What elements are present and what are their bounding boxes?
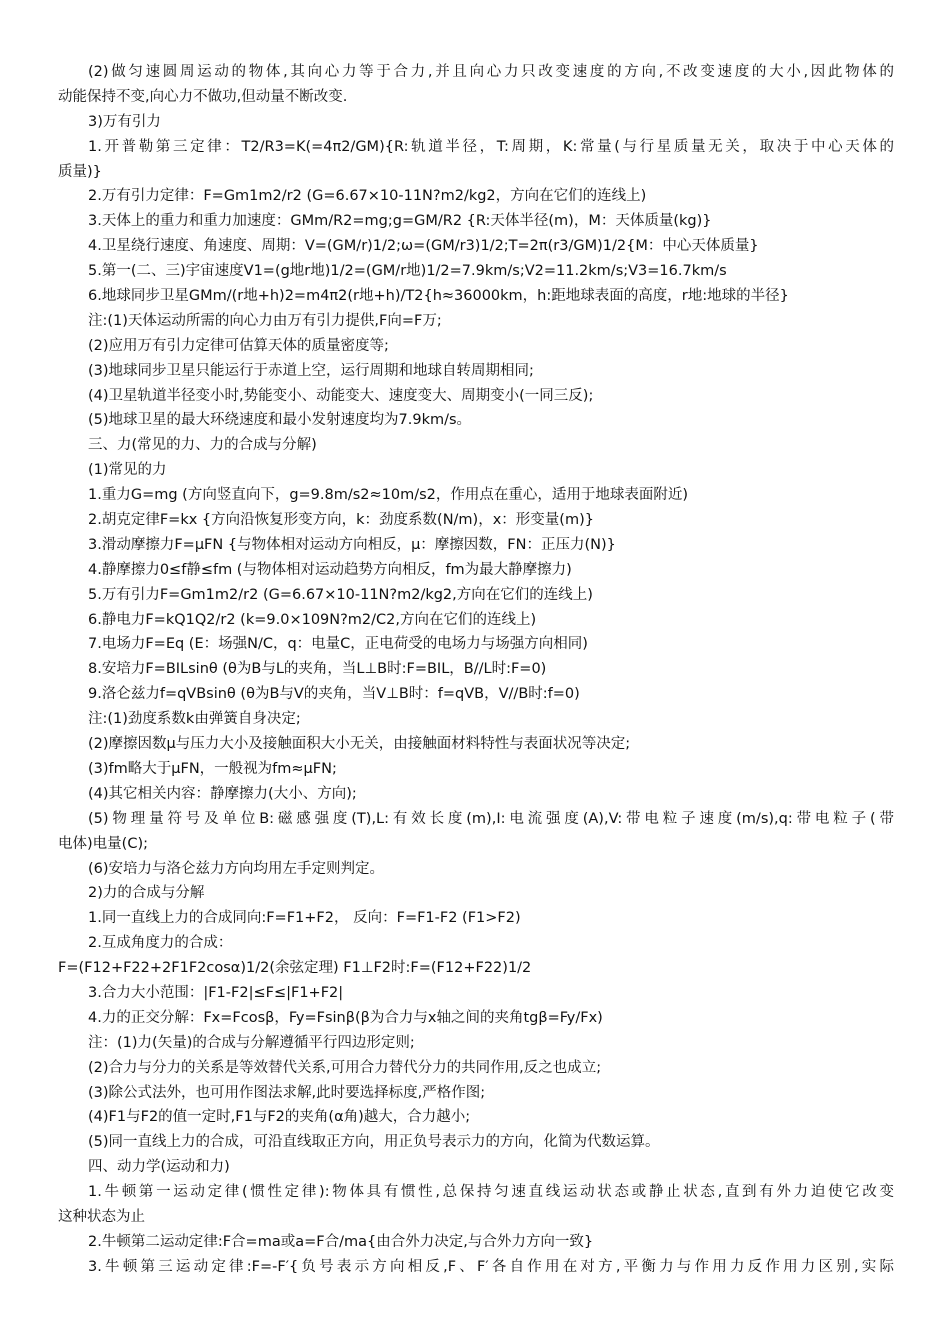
section-heading: (1)常见的力: [88, 462, 167, 479]
note-line: (5)地球卫星的最大环绕速度和最小发射速度均为7.9km/s。: [88, 412, 472, 429]
text-line: 这种状态为止: [58, 1208, 145, 1225]
note-line: (3)除公式法外，也可用作图法求解,此时要选择标度,严格作图;: [88, 1084, 486, 1101]
text-line: 2.牛顿第二运动定律:F合=ma或a=F合/ma{由合外力决定,与合外力方向一致}: [88, 1233, 594, 1250]
text-line: 1.牛顿第一运动定律(惯性定律):物体具有惯性,总保持匀速直线运动状态或静止状态,直到有外力迫使它改变: [88, 1184, 894, 1201]
text-line: 7.电场力F=Eq (E：场强N/C，q：电量C，正电荷受的电场力与场强方向相同): [88, 636, 588, 653]
text-line: 9.洛仑兹力f=qVBsinθ (θ为B与V的夹角，当V⊥B时：f=qVB，V//B时:f=0): [88, 686, 580, 703]
text-line: 质量)}: [58, 163, 102, 180]
note-line: (2)摩擦因数μ与压力大小及接触面积大小无关，由接触面材料特性与表面状况等决定;: [88, 736, 631, 753]
section-heading: 四、动力学(运动和力): [88, 1159, 230, 1176]
document-page: [58, 60, 894, 1280]
text-line: 3.天体上的重力和重力加速度：GMm/R2=mg;g=GM/R2 {R:天体半径(m)，M：天体质量(kg)}: [88, 213, 712, 230]
note-line: 电体)电量(C);: [58, 835, 148, 852]
section-heading: 三、力(常见的力、力的合成与分解): [88, 437, 317, 454]
text-line: 8.安培力F=BILsinθ (θ为B与L的夹角，当L⊥B时:F=BIL，B//L时:F=0): [88, 661, 547, 678]
note-line: (5)物理量符号及单位B:磁感强度(T),L:有效长度(m),I:电流强度(A),V:带电粒子速度(m/s),q:带电粒子(带: [88, 810, 894, 827]
section-heading: 2)力的合成与分解: [88, 885, 205, 902]
text-line: 动能保持不变,向心力不做功,但动量不断改变.: [58, 88, 348, 105]
note-line: 注:(1)天体运动所需的向心力由万有引力提供,F向=F万;: [88, 312, 442, 329]
text-line: 6.静电力F=kQ1Q2/r2 (k=9.0×109N?m2/C2,方向在它们的连线上): [88, 611, 537, 628]
note-line: (4)卫星轨道半径变小时,势能变小、动能变大、速度变大、周期变小(一同三反);: [88, 387, 594, 404]
note-line: (6)安培力与洛仑兹力方向均用左手定则判定。: [88, 860, 385, 877]
text-line: 4.力的正交分解：Fx=Fcosβ，Fy=Fsinβ(β为合力与x轴之间的夹角tgβ=Fy/Fx): [88, 1009, 603, 1026]
note-line: (4)F1与F2的值一定时,F1与F2的夹角(α角)越大，合力越小;: [88, 1109, 471, 1126]
formula-line: F=(F12+F22+2F1F2cosα)1/2(余弦定理) F1⊥F2时:F=(F12+F22)1/2: [58, 960, 532, 977]
text-line: 1.开普勒第三定律：T2/R3=K(=4π2/GM){R:轨道半径，T:周期，K:常量(与行星质量无关，取决于中心天体的: [88, 138, 894, 155]
text-line: 5.第一(二、三)宇宙速度V1=(g地r地)1/2=(GM/r地)1/2=7.9km/s;V2=11.2km/s;V3=16.7km/s: [88, 263, 727, 280]
text-line: 2.万有引力定律：F=Gm1m2/r2 (G=6.67×10-11N?m2/kg2，方向在它们的连线上): [88, 188, 647, 205]
text-line: 2.互成角度力的合成：: [88, 935, 233, 952]
text-line: 6.地球同步卫星GMm/(r地+h)2=m4π2(r地+h)/T2{h≈36000km，h:距地球表面的高度，r地:地球的半径}: [88, 288, 789, 305]
text-line: 3.合力大小范围：|F1-F2|≤F≤|F1+F2|: [88, 984, 344, 1001]
text-line: 4.卫星绕行速度、角速度、周期：V=(GM/r)1/2;ω=(GM/r3)1/2;T=2π(r3/GM)1/2{M：中心天体质量}: [88, 238, 759, 255]
note-line: (2)合力与分力的关系是等效替代关系,可用合力替代分力的共同作用,反之也成立;: [88, 1059, 602, 1076]
text-line: 5.万有引力F=Gm1m2/r2 (G=6.67×10-11N?m2/kg2,方向在它们的连线上): [88, 586, 593, 603]
note-line: (3)fm略大于μFN，一般视为fm≈μFN;: [88, 760, 337, 777]
text-line: 2.胡克定律F=kx {方向沿恢复形变方向，k：劲度系数(N/m)，x：形变量(m)}: [88, 512, 594, 529]
text-line: 1.重力G=mg (方向竖直向下，g=9.8m/s2≈10m/s2，作用点在重心，适用于地球表面附近): [88, 487, 689, 504]
note-line: (2)应用万有引力定律可估算天体的质量密度等;: [88, 337, 389, 354]
note-line: (4)其它相关内容：静摩擦力(大小、方向);: [88, 785, 357, 802]
text-line: (2)做匀速圆周运动的物体,其向心力等于合力,并且向心力只改变速度的方向,不改变速度的大小,因此物体的: [88, 64, 894, 80]
text-line: 1.同一直线上力的合成同向:F=F1+F2， 反向：F=F1-F2 (F1>F2): [88, 910, 521, 927]
text-line: 4.静摩擦力0≤f静≤fm (与物体相对运动趋势方向相反，fm为最大静摩擦力): [88, 561, 572, 578]
note-line: 注:(1)劲度系数k由弹簧自身决定;: [88, 711, 301, 728]
text-line: 3.滑动摩擦力F=μFN {与物体相对运动方向相反，μ：摩擦因数，FN：正压力(N)}: [88, 536, 616, 553]
note-line: (5)同一直线上力的合成，可沿直线取正方向，用正负号表示力的方向，化简为代数运算。: [88, 1134, 660, 1151]
note-line: 注：(1)力(矢量)的合成与分解遵循平行四边形定则;: [88, 1034, 415, 1051]
section-heading: 3)万有引力: [88, 113, 161, 130]
text-line: 3.牛顿第三运动定律:F=-F′{负号表示方向相反,F、F′各自作用在对方,平衡力与作用力反作用力区别,实际: [88, 1258, 894, 1275]
note-line: (3)地球同步卫星只能运行于赤道上空，运行周期和地球自转周期相同;: [88, 362, 534, 379]
